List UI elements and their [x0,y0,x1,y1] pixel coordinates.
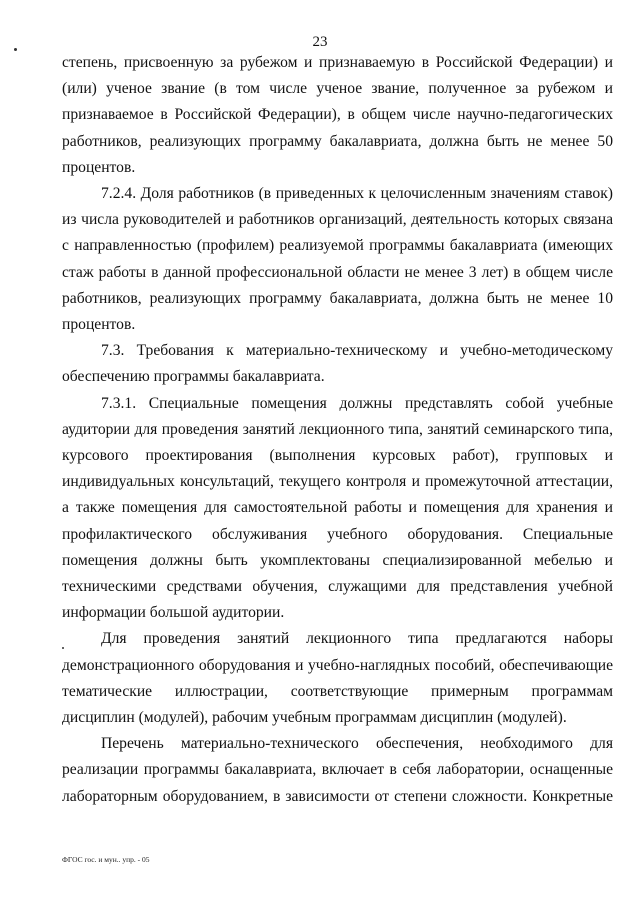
paragraph-7-2-4: 7.2.4. Доля работников (в приведенных к целочисленным значениям ставок) из числа руководителей и работников организаций, деятельность которых связана с направленностью (профилем) реализуемой программы бакалавриата (имеющих стаж работы в данной профессиональной области не менее 3 лет) в общем числе работников, реализующих программу бакалавриата, должна быть не менее 10 процентов. [62,185,613,334]
page-number: 23 [312,34,328,50]
paragraph-7-3: 7.3. Требования к материально-техническому и учебно-методическому обеспечению программы бакалавриата. [62,342,613,386]
paragraph-equipment-list: Перечень материально-технического обеспечения, необходимого для реализации программы бакалавриата, включает в себя лаборатории, оснащенные лабораторным оборудованием, в зависимости от степени сложности. Конкретные [62,735,613,805]
scan-speck [62,647,64,649]
scan-speck [14,48,17,51]
page-footer: ФГОС гос. и мун.. упр. - 05 [62,855,150,864]
paragraph-7-3-1: 7.3.1. Специальные помещения должны представлять собой учебные аудитории для проведения занятий лекционного типа, занятий семинарского типа, курсового проектирования (выполнения курсовых работ), групповых и индивидуальных консультаций, текущего контроля и промежуточной аттестации, а также помещения для самостоятельной работы и помещения для хранения и профилактического обслуживания учебного оборудования. Специальные помещения должны быть укомплектованы специализированной мебелью и техническими средствами обучения, служащими для представления учебной информации большой аудитории. [62,394,613,622]
paragraph-lecture-equipment: Для проведения занятий лекционного типа предлагаются наборы демонстрационного оборудования и учебно-наглядных пособий, обеспечивающие тематические иллюстрации, соответствующие примерным программам дисциплин (модулей), рабочим учебным программам дисциплин (модулей). [62,630,613,727]
document-body [62,50,613,810]
paragraph-degree-continuation: степень, присвоенную за рубежом и признаваемую в Российской Федерации) и (или) ученое звание (в том числе ученое звание, полученное за рубежом и признаваемое в Российской Федерации), в общем числе научно-педагогических работников, реализующих программу бакалавриата, должна быть не менее 50 процентов. [62,54,613,176]
